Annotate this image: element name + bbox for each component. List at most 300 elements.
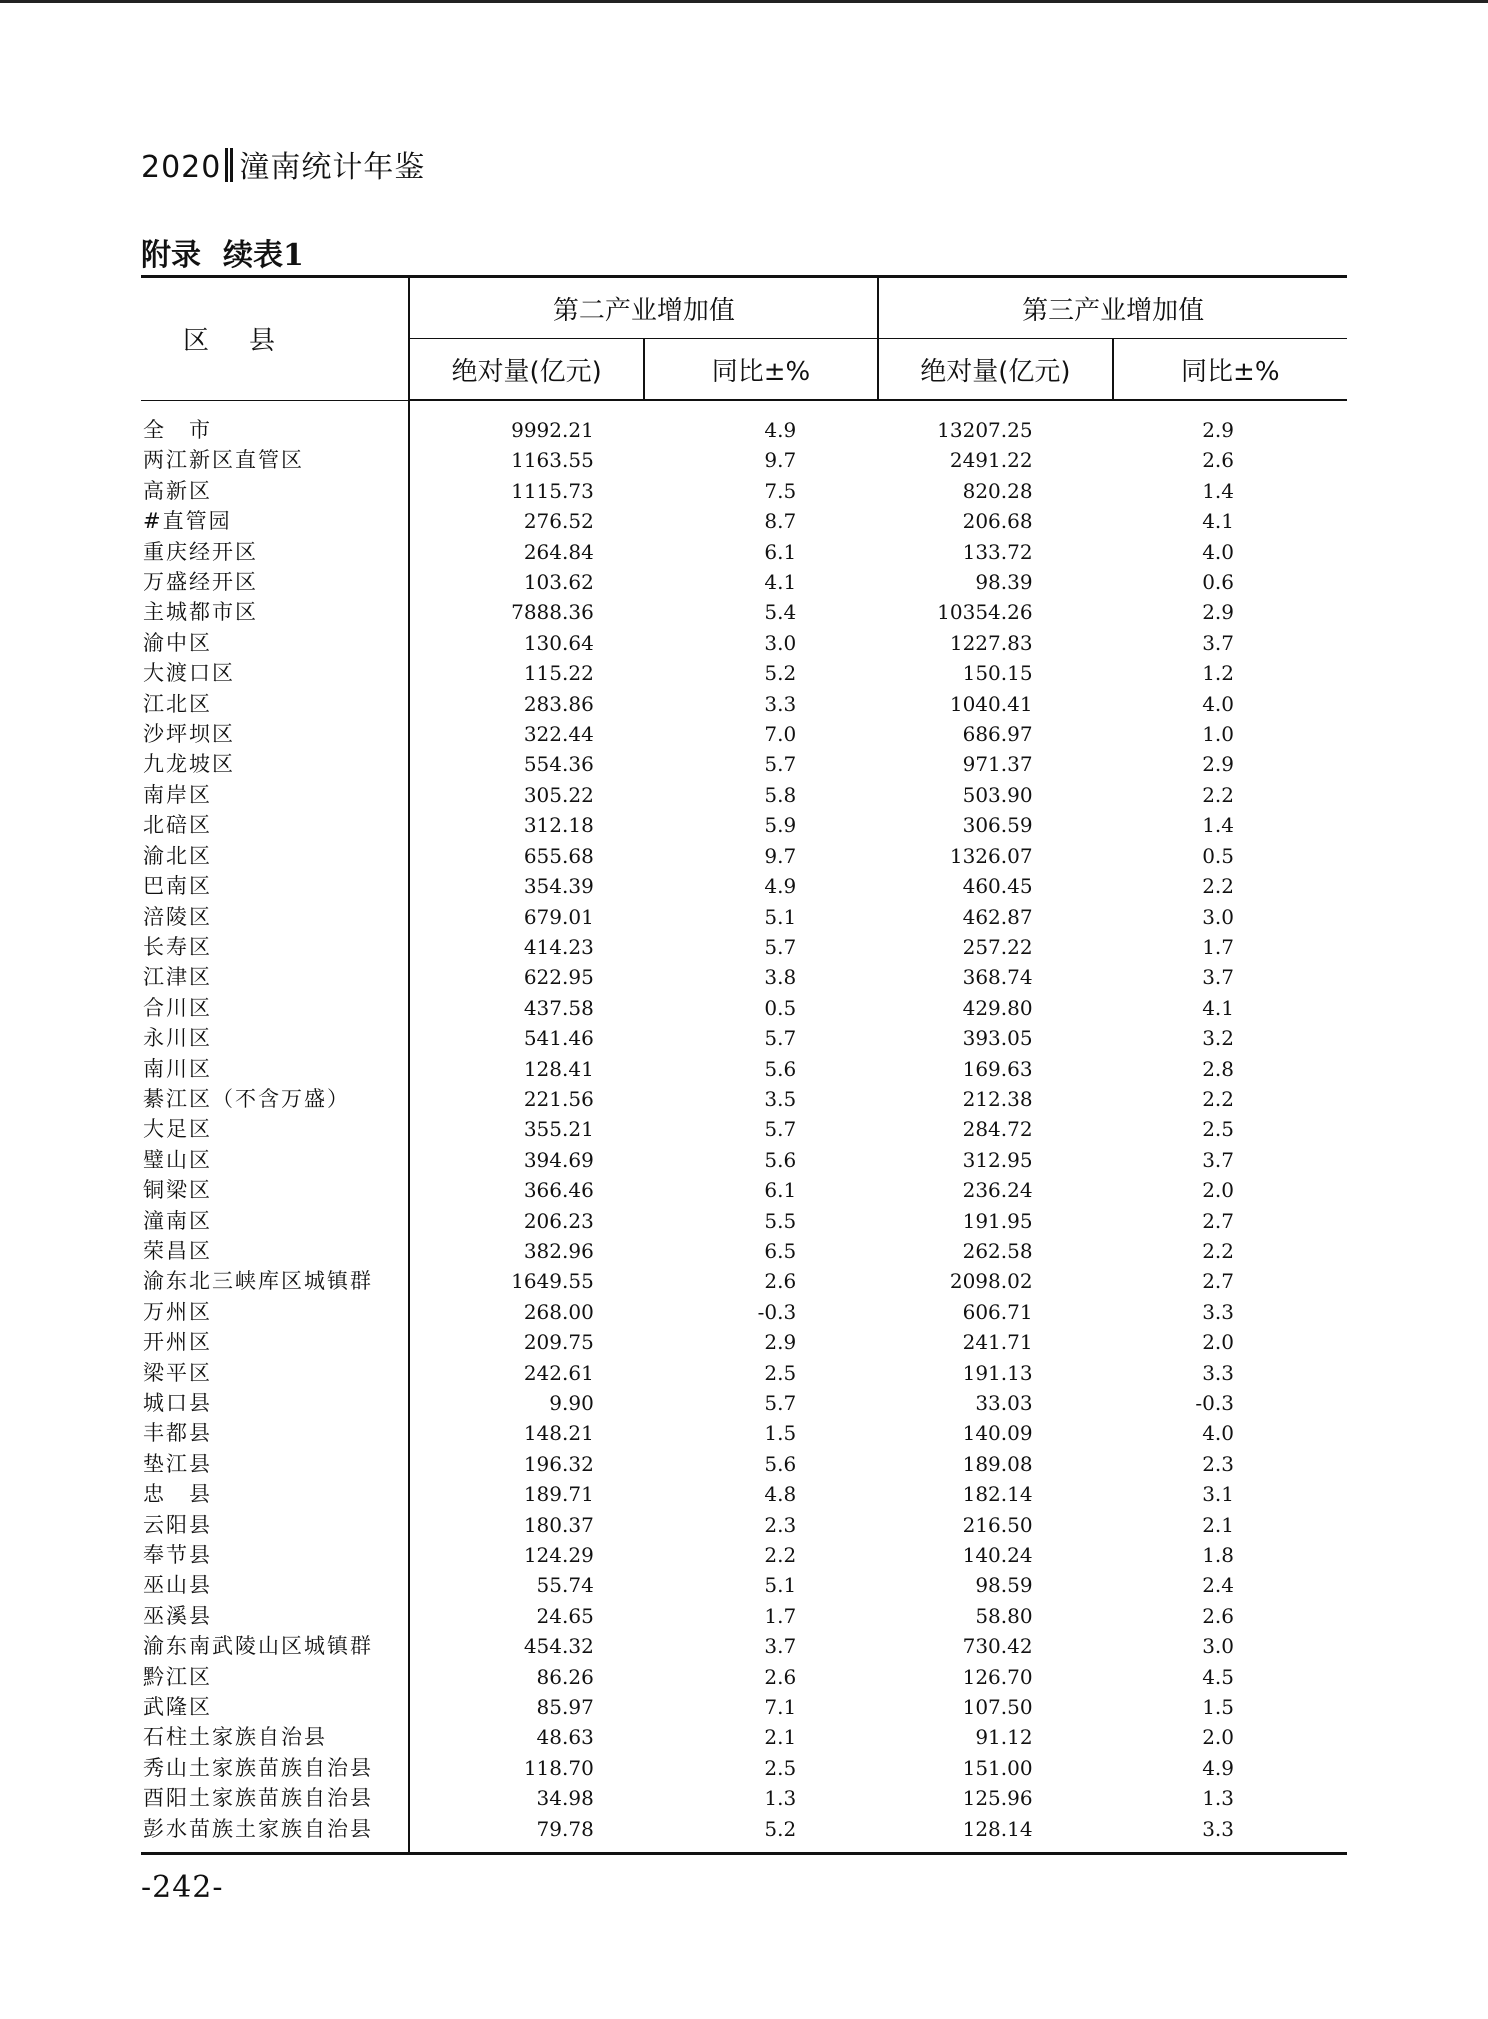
secondary-yoy-cell: 1.5 (764, 1421, 797, 1446)
region-cell: 潼南区 (141, 1206, 409, 1236)
secondary-yoy-cell: 0.5 (764, 995, 797, 1020)
table-row (141, 1206, 1347, 1236)
secondary-yoy-cell: 4.8 (764, 1482, 797, 1507)
tertiary-value-cell: 1040.41 (949, 691, 1033, 716)
secondary-value-cell: 148.21 (523, 1421, 594, 1446)
region-cell: 垫江县 (141, 1449, 409, 1479)
tertiary-yoy-cell: 3.0 (1202, 904, 1234, 929)
secondary-value-cell: 394.69 (523, 1147, 594, 1172)
region-cell: 江津区 (141, 962, 409, 992)
tertiary-yoy-cell: 2.9 (1202, 752, 1234, 777)
secondary-yoy-cell: 9.7 (764, 843, 797, 868)
table-row (141, 506, 1347, 536)
region-cell: 涪陵区 (141, 902, 409, 932)
tertiary-yoy-cell: 2.9 (1202, 600, 1234, 625)
tertiary-value-cell: 284.72 (962, 1117, 1033, 1142)
tertiary-value-cell: 393.05 (962, 1026, 1033, 1051)
secondary-yoy-cell: 5.7 (764, 934, 797, 959)
tertiary-value-cell: 462.87 (962, 904, 1033, 929)
region-cell: 主城都市区 (141, 597, 409, 627)
region-cell: 荣昌区 (141, 1236, 409, 1266)
secondary-yoy-cell: 2.6 (764, 1664, 797, 1689)
tertiary-yoy-cell: 4.0 (1202, 1421, 1234, 1446)
secondary-value-header: 绝对量(亿元) (409, 339, 643, 401)
table-row (141, 1175, 1347, 1205)
tertiary-industry-header: 第三产业增加值 (878, 277, 1347, 339)
secondary-value-cell: 541.46 (523, 1026, 594, 1051)
tertiary-value-cell: 503.90 (962, 782, 1033, 807)
tertiary-value-cell: 1326.07 (949, 843, 1033, 868)
secondary-yoy-cell: 5.4 (764, 600, 797, 625)
secondary-yoy-cell: 3.7 (764, 1634, 797, 1659)
region-cell: 南岸区 (141, 780, 409, 810)
secondary-value-cell: 206.23 (523, 1208, 594, 1233)
secondary-value-cell: 382.96 (523, 1238, 594, 1263)
secondary-yoy-cell: 4.9 (764, 874, 797, 899)
secondary-value-cell: 196.32 (523, 1451, 594, 1476)
table-row (141, 1236, 1347, 1266)
secondary-yoy-cell: 5.1 (764, 904, 797, 929)
tertiary-value-cell: 191.95 (962, 1208, 1033, 1233)
secondary-value-cell: 679.01 (523, 904, 594, 929)
secondary-value-cell: 48.63 (536, 1725, 594, 1750)
secondary-yoy-cell: 2.1 (764, 1725, 797, 1750)
secondary-value-cell: 118.70 (523, 1755, 594, 1780)
tertiary-value-cell: 971.37 (962, 752, 1033, 777)
region-cell: #直管园 (141, 506, 409, 536)
tertiary-value-cell: 133.72 (962, 539, 1033, 564)
table-row (141, 1054, 1347, 1084)
tertiary-yoy-cell: 2.2 (1202, 874, 1234, 899)
region-cell: 铜梁区 (141, 1175, 409, 1205)
secondary-yoy-cell: 3.5 (764, 1086, 797, 1111)
table-row (141, 1388, 1347, 1418)
secondary-yoy-cell: 4.9 (764, 418, 797, 442)
tertiary-yoy-cell: 2.4 (1202, 1573, 1234, 1598)
tertiary-value-cell: 98.59 (975, 1573, 1033, 1598)
table-row (141, 749, 1347, 779)
secondary-yoy-cell: 3.0 (764, 630, 797, 655)
tertiary-value-cell: 91.12 (975, 1725, 1033, 1750)
secondary-value-cell: 366.46 (523, 1178, 594, 1203)
tertiary-value-cell: 107.50 (962, 1695, 1033, 1720)
tertiary-yoy-cell: 0.6 (1202, 570, 1234, 595)
table-row (141, 1631, 1347, 1661)
table-body (141, 400, 1347, 1854)
secondary-value-cell: 124.29 (523, 1543, 594, 1568)
table-row (141, 1114, 1347, 1144)
tertiary-value-cell: 241.71 (962, 1330, 1033, 1355)
tertiary-value-cell: 10354.26 (937, 600, 1033, 625)
table-row (141, 567, 1347, 597)
secondary-value-cell: 7888.36 (511, 600, 594, 625)
tertiary-yoy-cell: 2.3 (1202, 1451, 1234, 1476)
secondary-yoy-cell: 5.2 (644, 1814, 878, 1854)
secondary-yoy-cell: 1.3 (764, 1786, 797, 1811)
secondary-value-cell: 655.68 (523, 843, 594, 868)
secondary-yoy-cell: 6.5 (764, 1238, 797, 1263)
region-cell: 大足区 (141, 1114, 409, 1144)
secondary-value-cell: 355.21 (523, 1117, 594, 1142)
table-row (141, 1023, 1347, 1053)
secondary-value-cell: 242.61 (523, 1360, 594, 1385)
region-cell: 酉阳土家族苗族自治县 (141, 1783, 409, 1813)
table-row (141, 1783, 1347, 1813)
region-cell: 渝东南武陵山区城镇群 (141, 1631, 409, 1661)
tertiary-yoy-cell: 2.7 (1202, 1208, 1234, 1233)
secondary-value-cell: 305.22 (523, 782, 594, 807)
tertiary-yoy-cell: 4.1 (1202, 509, 1234, 534)
tertiary-yoy-cell: 0.5 (1202, 843, 1234, 868)
table-row (141, 810, 1347, 840)
secondary-yoy-cell: 8.7 (764, 509, 797, 534)
table-row (141, 1266, 1347, 1296)
secondary-yoy-cell: 2.2 (764, 1543, 797, 1568)
tertiary-value-cell: 212.38 (962, 1086, 1033, 1111)
tertiary-value-cell: 140.09 (962, 1421, 1033, 1446)
secondary-yoy-cell: 5.9 (764, 813, 797, 838)
table-row (141, 1327, 1347, 1357)
tertiary-yoy-cell: 1.8 (1202, 1543, 1234, 1568)
secondary-yoy-cell: 2.5 (764, 1360, 797, 1385)
tertiary-yoy-header: 同比±% (1113, 339, 1347, 401)
tertiary-value-cell: 306.59 (962, 813, 1033, 838)
secondary-value-cell: 85.97 (536, 1695, 594, 1720)
table-row (141, 932, 1347, 962)
secondary-value-cell: 1115.73 (511, 478, 594, 503)
tertiary-value-cell: 257.22 (962, 934, 1033, 959)
secondary-value-cell: 354.39 (523, 874, 594, 899)
region-cell: 巴南区 (141, 871, 409, 901)
secondary-value-cell: 55.74 (536, 1573, 594, 1598)
tertiary-yoy-cell: 2.7 (1202, 1269, 1234, 1294)
table-row (141, 1662, 1347, 1692)
region-column-header: 区县 (141, 277, 409, 401)
region-cell: 万盛经开区 (141, 567, 409, 597)
secondary-yoy-cell: 2.6 (764, 1269, 797, 1294)
tertiary-yoy-cell: 1.2 (1202, 661, 1234, 686)
secondary-value-cell: 115.22 (523, 661, 594, 686)
table-row (141, 537, 1347, 567)
region-cell: 巫溪县 (141, 1601, 409, 1631)
secondary-yoy-cell: 7.0 (764, 722, 797, 747)
tertiary-yoy-cell: 4.0 (1202, 539, 1234, 564)
tertiary-yoy-cell: 2.0 (1202, 1330, 1234, 1355)
secondary-value-cell: 1163.55 (511, 448, 594, 473)
secondary-value-cell: 414.23 (523, 934, 594, 959)
table-row (141, 719, 1347, 749)
secondary-yoy-cell: 6.1 (764, 539, 797, 564)
top-rule (0, 0, 1488, 3)
secondary-yoy-cell: 5.2 (764, 661, 797, 686)
secondary-value-cell: 24.65 (536, 1603, 594, 1628)
table-row (141, 1814, 1347, 1854)
tertiary-value-cell: 189.08 (962, 1451, 1033, 1476)
tertiary-yoy-cell: 1.0 (1202, 722, 1234, 747)
region-cell: 武隆区 (141, 1692, 409, 1722)
tertiary-value-cell: 2098.02 (949, 1269, 1033, 1294)
running-header (141, 142, 425, 186)
table-row (141, 1601, 1347, 1631)
region-cell: 丰都县 (141, 1418, 409, 1448)
tertiary-value-cell: 236.24 (962, 1178, 1033, 1203)
secondary-yoy-cell: 5.8 (764, 782, 797, 807)
secondary-value-cell: 79.78 (409, 1814, 643, 1854)
tertiary-yoy-cell: 4.1 (1202, 995, 1234, 1020)
tertiary-yoy-cell: 2.1 (1202, 1512, 1234, 1537)
tertiary-yoy-cell: 4.5 (1202, 1664, 1234, 1689)
table-row (141, 1510, 1347, 1540)
tertiary-value-cell: 262.58 (962, 1238, 1033, 1263)
secondary-yoy-cell: 7.5 (764, 478, 797, 503)
tertiary-value-cell: 13207.25 (937, 418, 1033, 442)
table-row (141, 445, 1347, 475)
tertiary-yoy-cell: 3.3 (1202, 1360, 1234, 1385)
table-caption (141, 230, 304, 274)
region-cell: 石柱土家族自治县 (141, 1722, 409, 1752)
tertiary-yoy-cell: 1.4 (1202, 478, 1234, 503)
secondary-yoy-cell: 5.6 (764, 1056, 797, 1081)
data-table-container (141, 275, 1347, 1855)
secondary-value-cell: 268.00 (523, 1299, 594, 1324)
tertiary-yoy-cell: -0.3 (1195, 1391, 1234, 1415)
secondary-value-cell: 189.71 (523, 1482, 594, 1507)
secondary-value-cell: 322.44 (523, 722, 594, 747)
secondary-yoy-cell: -0.3 (757, 1299, 797, 1324)
secondary-value-cell: 437.58 (523, 995, 594, 1020)
region-cell: 万州区 (141, 1297, 409, 1327)
secondary-yoy-cell: 3.8 (764, 965, 797, 990)
table-row (141, 1540, 1347, 1570)
secondary-value-cell: 103.62 (523, 570, 594, 595)
region-cell: 永川区 (141, 1023, 409, 1053)
secondary-value-cell: 180.37 (523, 1512, 594, 1537)
table-row (141, 1692, 1347, 1722)
tertiary-yoy-cell: 2.8 (1202, 1056, 1234, 1081)
region-cell: 合川区 (141, 993, 409, 1023)
secondary-yoy-cell: 1.7 (764, 1603, 797, 1628)
table-row (141, 780, 1347, 810)
secondary-yoy-cell: 5.7 (764, 1026, 797, 1051)
secondary-value-cell: 554.36 (523, 752, 594, 777)
region-cell: 云阳县 (141, 1510, 409, 1540)
tertiary-yoy-cell: 2.5 (1202, 1117, 1234, 1142)
table-row (141, 871, 1347, 901)
region-cell: 开州区 (141, 1327, 409, 1357)
region-cell: 城口县 (141, 1388, 409, 1418)
tertiary-yoy-cell: 4.9 (1202, 1755, 1234, 1780)
tertiary-yoy-cell: 3.7 (1202, 965, 1234, 990)
secondary-yoy-cell: 5.7 (764, 752, 797, 777)
region-cell: 重庆经开区 (141, 537, 409, 567)
tertiary-value-cell: 312.95 (962, 1147, 1033, 1172)
table-row (141, 1297, 1347, 1327)
table-row (141, 902, 1347, 932)
secondary-value-cell: 312.18 (523, 813, 594, 838)
region-cell: 忠 县 (141, 1479, 409, 1509)
region-cell: 沙坪坝区 (141, 719, 409, 749)
tertiary-value-cell: 206.68 (962, 509, 1033, 534)
tertiary-yoy-cell: 2.9 (1202, 418, 1234, 442)
region-cell: 江北区 (141, 689, 409, 719)
secondary-value-cell: 34.98 (536, 1786, 594, 1811)
region-cell: 全 市 (141, 400, 409, 445)
region-cell: 渝中区 (141, 628, 409, 658)
region-cell: 南川区 (141, 1054, 409, 1084)
table-header (141, 277, 1347, 401)
secondary-yoy-cell: 5.7 (764, 1117, 797, 1142)
table-row (141, 1358, 1347, 1388)
secondary-value-cell: 221.56 (523, 1086, 594, 1111)
secondary-value-cell: 1649.55 (511, 1269, 594, 1294)
secondary-value-cell: 86.26 (536, 1664, 594, 1689)
page-number: -242- (141, 1870, 224, 1905)
tertiary-yoy-cell: 2.6 (1202, 448, 1234, 473)
region-cell: 黔江区 (141, 1662, 409, 1692)
secondary-value-cell: 9.90 (549, 1391, 594, 1415)
region-cell: 巫山县 (141, 1570, 409, 1600)
secondary-yoy-cell: 5.6 (764, 1451, 797, 1476)
secondary-yoy-header: 同比±% (644, 339, 878, 401)
secondary-yoy-cell: 2.3 (764, 1512, 797, 1537)
tertiary-value-cell: 140.24 (962, 1543, 1033, 1568)
tertiary-yoy-cell: 3.1 (1202, 1482, 1234, 1507)
tertiary-value-cell: 368.74 (962, 965, 1033, 990)
header-book-title: 潼南统计年鉴 (239, 150, 426, 185)
region-cell: 渝北区 (141, 841, 409, 871)
tertiary-value-cell: 125.96 (962, 1786, 1033, 1811)
secondary-yoy-cell: 3.3 (764, 691, 797, 716)
tertiary-value-cell: 820.28 (962, 478, 1033, 503)
tertiary-value-cell: 1227.83 (949, 630, 1033, 655)
tertiary-value-cell: 182.14 (962, 1482, 1033, 1507)
secondary-yoy-cell: 5.5 (764, 1208, 797, 1233)
tertiary-value-cell: 169.63 (962, 1056, 1033, 1081)
table-row (141, 1479, 1347, 1509)
table-row (141, 993, 1347, 1023)
secondary-value-cell: 454.32 (523, 1634, 594, 1659)
secondary-value-cell: 622.95 (523, 965, 594, 990)
tertiary-value-cell: 606.71 (962, 1299, 1033, 1324)
caption-section: 附录 (141, 238, 201, 273)
secondary-yoy-cell: 7.1 (764, 1695, 797, 1720)
tertiary-value-header: 绝对量(亿元) (878, 339, 1112, 401)
tertiary-value-cell: 128.14 (878, 1814, 1112, 1854)
tertiary-yoy-cell: 2.6 (1202, 1603, 1234, 1628)
table-row (141, 1449, 1347, 1479)
region-cell: 大渡口区 (141, 658, 409, 688)
table-row (141, 1145, 1347, 1175)
tertiary-value-cell: 730.42 (962, 1634, 1033, 1659)
secondary-yoy-cell: 9.7 (764, 448, 797, 473)
secondary-value-cell: 130.64 (523, 630, 594, 655)
secondary-yoy-cell: 2.9 (764, 1330, 797, 1355)
secondary-yoy-cell: 5.6 (764, 1147, 797, 1172)
tertiary-value-cell: 98.39 (975, 570, 1033, 595)
region-cell: 高新区 (141, 476, 409, 506)
secondary-value-cell: 209.75 (523, 1330, 594, 1355)
tertiary-value-cell: 2491.22 (949, 448, 1033, 473)
tertiary-yoy-cell: 2.2 (1202, 782, 1234, 807)
tertiary-yoy-cell: 3.7 (1202, 1147, 1234, 1172)
header-separator (225, 148, 233, 182)
caption-table-title: 续表1 (223, 238, 304, 273)
tertiary-yoy-cell: 4.0 (1202, 691, 1234, 716)
region-cell: 璧山区 (141, 1145, 409, 1175)
region-cell: 九龙坡区 (141, 749, 409, 779)
table-row (141, 1722, 1347, 1752)
table-row (141, 400, 1347, 445)
tertiary-yoy-cell: 3.3 (1113, 1814, 1347, 1854)
tertiary-yoy-cell: 2.0 (1202, 1725, 1234, 1750)
tertiary-yoy-cell: 2.0 (1202, 1178, 1234, 1203)
region-cell: 彭水苗族土家族自治县 (141, 1814, 409, 1854)
tertiary-value-cell: 126.70 (962, 1664, 1033, 1689)
region-cell: 梁平区 (141, 1358, 409, 1388)
table-row (141, 628, 1347, 658)
secondary-industry-header: 第二产业增加值 (409, 277, 878, 339)
tertiary-yoy-cell: 2.2 (1202, 1086, 1234, 1111)
tertiary-value-cell: 191.13 (962, 1360, 1033, 1385)
region-cell: 秀山土家族苗族自治县 (141, 1753, 409, 1783)
tertiary-value-cell: 150.15 (962, 661, 1033, 686)
tertiary-value-cell: 429.80 (962, 995, 1033, 1020)
table-row (141, 689, 1347, 719)
table-row (141, 1570, 1347, 1600)
tertiary-value-cell: 460.45 (962, 874, 1033, 899)
tertiary-value-cell: 686.97 (962, 722, 1033, 747)
table-row (141, 658, 1347, 688)
tertiary-yoy-cell: 3.3 (1202, 1299, 1234, 1324)
table-row (141, 841, 1347, 871)
tertiary-yoy-cell: 1.3 (1202, 1786, 1234, 1811)
table-row (141, 597, 1347, 627)
secondary-yoy-cell: 2.5 (764, 1755, 797, 1780)
secondary-value-cell: 264.84 (523, 539, 594, 564)
tertiary-yoy-cell: 1.5 (1202, 1695, 1234, 1720)
secondary-value-cell: 276.52 (523, 509, 594, 534)
table-row (141, 1084, 1347, 1114)
region-cell: 北碚区 (141, 810, 409, 840)
secondary-value-cell: 128.41 (523, 1056, 594, 1081)
secondary-yoy-cell: 6.1 (764, 1178, 797, 1203)
secondary-yoy-cell: 4.1 (764, 570, 797, 595)
tertiary-yoy-cell: 1.7 (1202, 934, 1234, 959)
table-row (141, 962, 1347, 992)
region-cell: 长寿区 (141, 932, 409, 962)
tertiary-value-cell: 151.00 (962, 1755, 1033, 1780)
secondary-yoy-cell: 5.7 (764, 1391, 797, 1415)
secondary-yoy-cell: 5.1 (764, 1573, 797, 1598)
tertiary-yoy-cell: 1.4 (1202, 813, 1234, 838)
tertiary-yoy-cell: 3.0 (1202, 1634, 1234, 1659)
header-year: 2020 (141, 150, 222, 185)
region-cell: 两江新区直管区 (141, 445, 409, 475)
tertiary-value-cell: 58.80 (975, 1603, 1033, 1628)
secondary-value-cell: 283.86 (523, 691, 594, 716)
tertiary-yoy-cell: 3.2 (1202, 1026, 1234, 1051)
region-cell: 奉节县 (141, 1540, 409, 1570)
tertiary-value-cell: 33.03 (975, 1391, 1033, 1415)
data-table (141, 275, 1347, 1855)
table-row (141, 1418, 1347, 1448)
table-row (141, 476, 1347, 506)
table-row (141, 1753, 1347, 1783)
secondary-value-cell: 9992.21 (511, 418, 594, 442)
region-cell: 綦江区（不含万盛） (141, 1084, 409, 1114)
tertiary-yoy-cell: 2.2 (1202, 1238, 1234, 1263)
region-cell: 渝东北三峡库区城镇群 (141, 1266, 409, 1296)
